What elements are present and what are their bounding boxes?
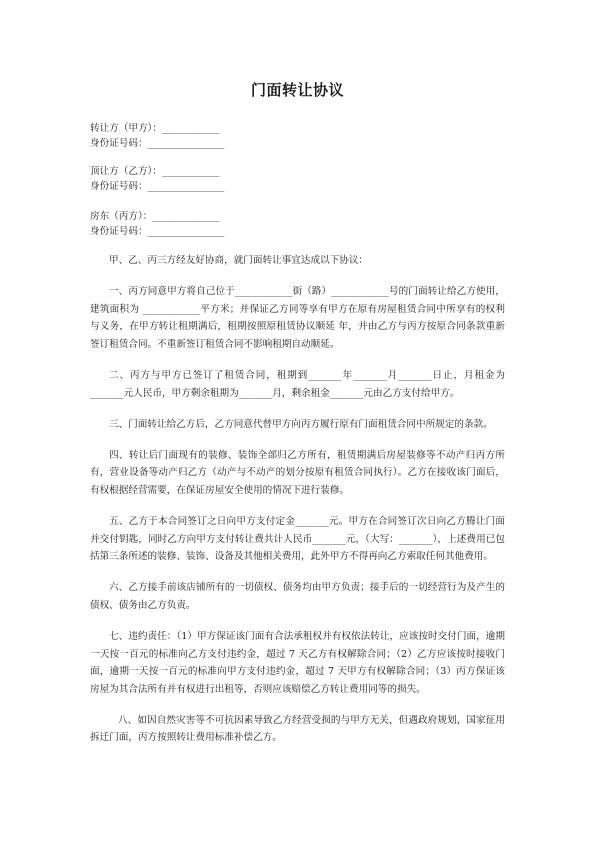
party-transferee — [90, 164, 510, 194]
clause-2: 二、丙方与甲方已签订了租赁合同，租期到_______年_______月_______日止，月租金为_______元人民币，甲方剩余租期为_______月，剩余租金_______元由乙方支付给甲方。 — [90, 369, 505, 399]
clause-4: 四、转让后门面现有的装修、装饰全部归乙方所有，租赁期满后房屋装修等不动产归丙方所有，营业设备等动产归乙方（动产与不动产的划分按原有租赁合同执行）。乙方在接收该门面后，有权根据经营需要，在保证房屋安全使用的情况下进行装修。 — [90, 449, 505, 496]
agreement-body — [90, 252, 505, 761]
clause-5: 五、乙方于本合同签订之日向甲方支付定金_______元。甲方在合同签订次日向乙方腾让门面并交付钥匙，同时乙方向甲方支付转让费共计人民币_______元，（大写：_______），上述费用已包括第三条所述的装修、装饰、设备及其他相关费用，此外甲方不得再向乙方索取任何其他费用。 — [90, 516, 505, 563]
party-transferor — [90, 121, 510, 151]
clause-8: 八、如因自然灾害等不可抗因素导致乙方经营受损的与甲方无关，但遇政府规划，国家征用拆迁门面，丙方按照转让费用标准补偿乙方。 — [90, 714, 505, 744]
intro-paragraph: 甲、乙、丙三方经友好协商，就门面转让事宜达成以下协议： — [109, 255, 369, 266]
clause-3: 三、门面转让给乙方后，乙方同意代替甲方向丙方履行原有门面租赁合同中所规定的条款。 — [109, 418, 493, 430]
party-name-line: 转让方（甲方）：____________ — [90, 123, 220, 134]
party-id-line: 身份证号码：________________ — [90, 138, 225, 149]
party-name-line: 房东（丙方）：______________ — [90, 211, 220, 222]
clause-7: 七、违约责任：（1）甲方保证该门面有合法承租权并有权依法转让，应该按时交付门面，逾期一天按一百元的标准向乙方支付违约金，超过 7 天乙方有权解除合同；（2）乙方应该按时接收门面，逾期一天按一百元的标准向甲方支付违约金，超过 7 天甲方有权解除合同；（3）丙方保证该房屋为其合法所有并有权进行出租等，否则应该赔偿乙方转让费用同等的损失。 — [90, 631, 505, 695]
clause-6: 六、乙方接手前该店铺所有的一切债权、债务均由甲方负责；接手后的一切经营行为及产生的债权、债务由乙方负责。 — [90, 582, 505, 611]
party-name-line: 顶让方（乙方）：____________ — [90, 166, 220, 177]
clause-1: 一、丙方同意甲方将自己位于____________街（路）____________号的门面转让给乙方使用，建筑面积为 ____________平方米；并保证乙方同等享有甲方在原有房屋租赁合同中所享有的权利与义务，在甲方转让租期满后，租期按照原租赁协议顺延 年，并由乙方与丙方按原合同条款重新签订租赁合同。不重新签订租赁合同不影响租期自动顺延。 — [90, 286, 505, 350]
document-title: 门面转让协议 — [250, 81, 344, 99]
party-id-line: 身份证号码：________________ — [90, 226, 225, 237]
party-landlord — [90, 209, 510, 239]
party-id-line: 身份证号码：________________ — [90, 181, 225, 192]
